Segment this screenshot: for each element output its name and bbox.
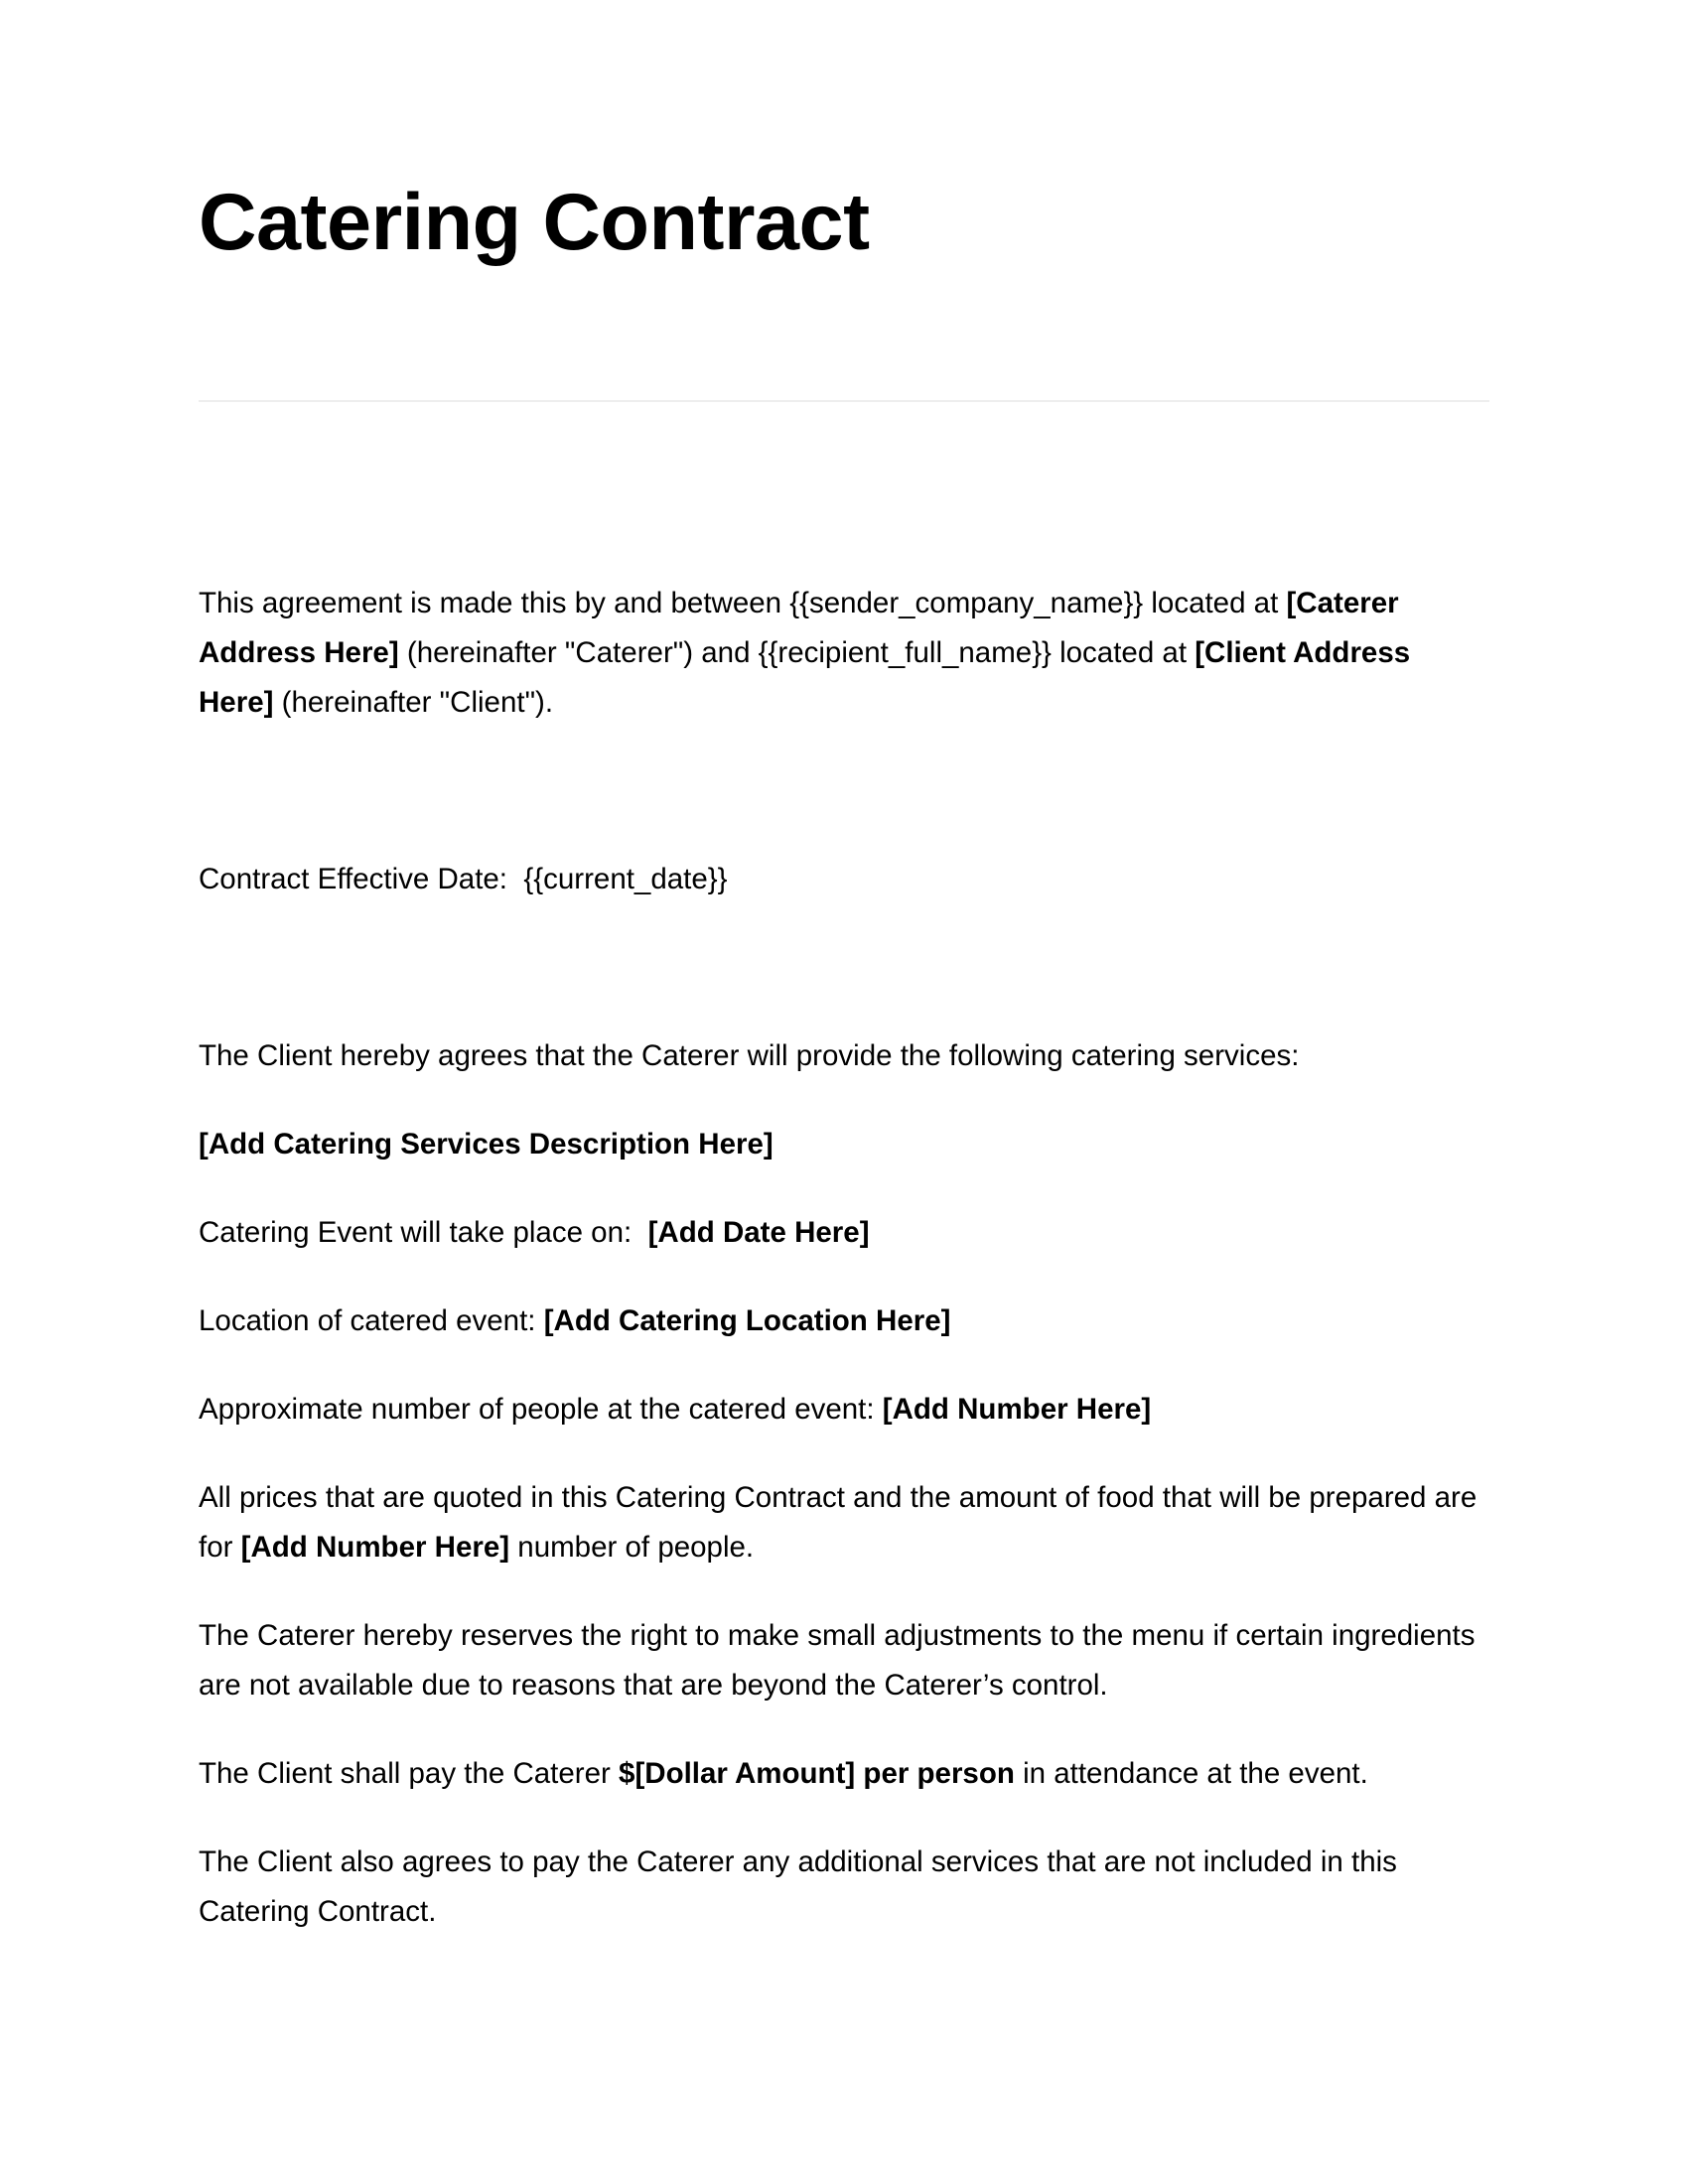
event-date-label: Catering Event will take place on: (199, 1216, 633, 1249)
additional-line-2: Catering Contract. (199, 1895, 437, 1928)
effective-date-line (199, 855, 1489, 904)
caterer-address-placeholder-2: Address Here] (199, 636, 399, 669)
intro-text-2: (hereinafter "Caterer") and {{recipient_full_name}} located at (406, 636, 1188, 669)
adjustments-paragraph (199, 1611, 1489, 1710)
services-intro: The Client hereby agrees that the Caterer will provide the following catering services: (199, 1039, 1300, 1072)
additional-line-1: The Client also agrees to pay the Caterer any additional services that are not included in this (199, 1845, 1397, 1878)
prices-line-2 (199, 1531, 754, 1564)
intro-text-3: (hereinafter "Client"). (281, 686, 554, 719)
prices-tail: number of people. (517, 1531, 755, 1564)
prices-paragraph (199, 1473, 1489, 1572)
intro-text-1: This agreement is made this by and between {{sender_company_name}} located at (199, 587, 1279, 619)
client-address-placeholder-1: [Client Address (1195, 636, 1411, 669)
prices-number-placeholder: [Add Number Here] (240, 1531, 510, 1564)
intro-line-2 (199, 636, 1410, 669)
location-placeholder: [Add Catering Location Here] (543, 1304, 951, 1337)
intro-line-1 (199, 587, 1399, 619)
location-label: Location of catered event: (199, 1304, 536, 1337)
intro-line-3 (199, 686, 553, 719)
intro-paragraph (199, 579, 1489, 728)
attendance-label: Approximate number of people at the catered event: (199, 1393, 875, 1426)
effective-date-value: {{current_date}} (523, 863, 728, 895)
adjustments-line-2: are not available due to reasons that are beyond the Caterer’s control. (199, 1669, 1108, 1702)
location-line (199, 1297, 1489, 1346)
document-title: Catering Contract (199, 178, 870, 267)
additional-services-paragraph (199, 1838, 1489, 1937)
event-date-placeholder: [Add Date Here] (647, 1216, 870, 1249)
prices-line-1: All prices that are quoted in this Catering Contract and the amount of food that will be prepared are (199, 1481, 1477, 1514)
payment-amount-placeholder: $[Dollar Amount] per person (619, 1757, 1015, 1790)
payment-text-2: in attendance at the event. (1023, 1757, 1368, 1790)
adjustments-line-1: The Caterer hereby reserves the right to make small adjustments to the menu if certain ingredients (199, 1619, 1476, 1652)
payment-line (199, 1749, 1489, 1799)
client-address-placeholder-2: Here] (199, 686, 274, 719)
title-divider (199, 400, 1489, 402)
payment-text-1: The Client shall pay the Caterer (199, 1757, 611, 1790)
prices-for: for (199, 1531, 233, 1564)
event-date-line (199, 1208, 1489, 1258)
attendance-placeholder: [Add Number Here] (882, 1393, 1152, 1426)
attendance-line (199, 1385, 1489, 1434)
document-page (199, 0, 1489, 2184)
effective-date-label: Contract Effective Date: (199, 863, 507, 895)
services-description-placeholder: [Add Catering Services Description Here] (199, 1128, 774, 1160)
caterer-address-placeholder-1: [Caterer (1286, 587, 1399, 619)
